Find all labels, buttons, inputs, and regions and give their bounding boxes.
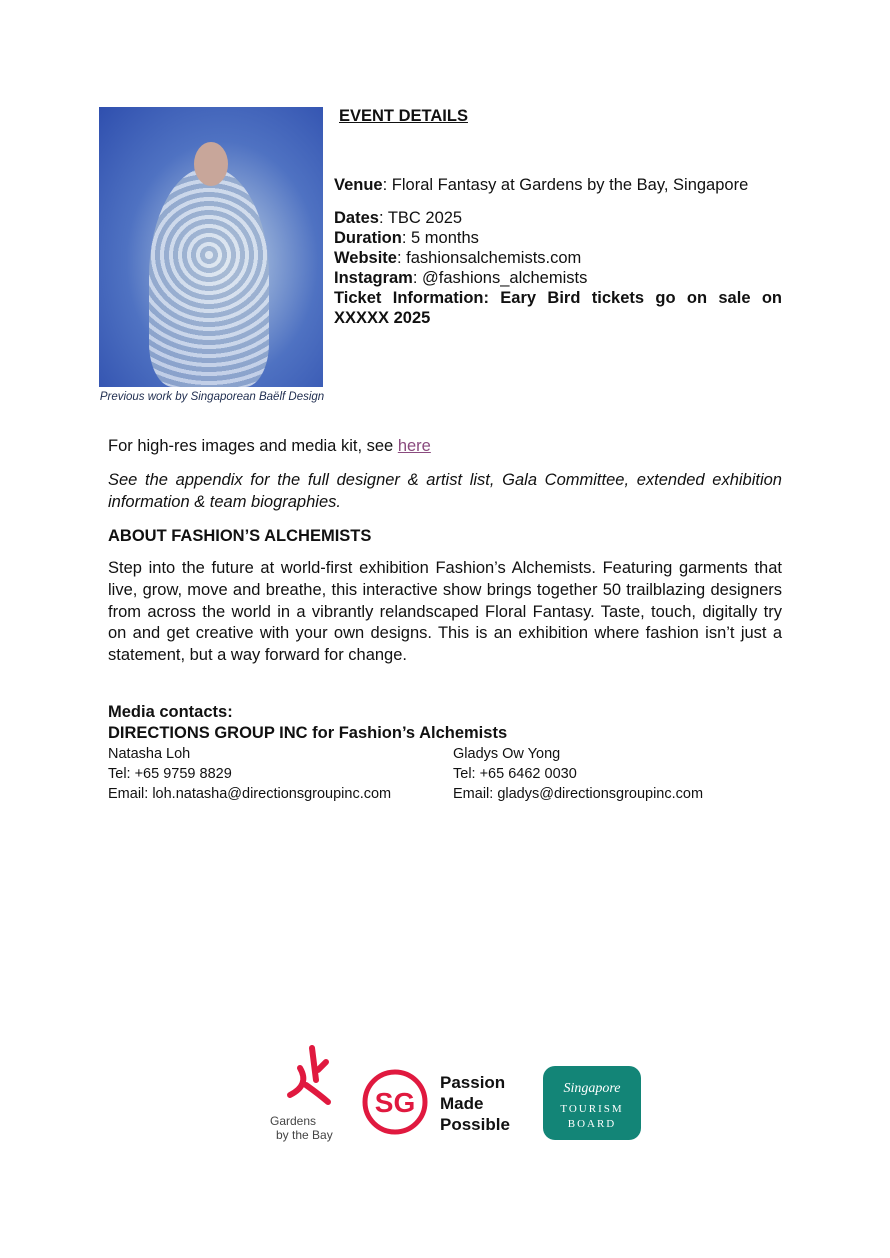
svg-text:SG: SG xyxy=(374,1087,416,1118)
contact-tel: Tel: +65 6462 0030 xyxy=(453,766,577,782)
duration-line: Duration: 5 months xyxy=(334,229,479,247)
media-kit-line: For high-res images and media kit, see here xyxy=(108,437,431,455)
website-line: Website: fashionsalchemists.com xyxy=(334,249,582,267)
ticket-info: Ticket Information: Eary Bird tickets go on sale on XXXXX 2025 xyxy=(334,289,782,327)
svg-text:Singapore: Singapore xyxy=(563,1081,621,1096)
appendix-note: See the appendix for the full designer & artist list, Gala Committee, extended exhibition information & team biographies. xyxy=(108,471,782,511)
svg-text:BOARD: BOARD xyxy=(567,1118,617,1130)
instagram-line: Instagram: @fashions_alchemists xyxy=(334,269,588,287)
contact-email: Email: loh.natasha@directionsgroupinc.com xyxy=(108,786,392,802)
contact-tel: Tel: +65 9759 8829 xyxy=(108,766,232,782)
venue-line: Venue: Floral Fantasy at Gardens by the Bay, Singapore xyxy=(334,176,749,194)
svg-text:TOURISM: TOURISM xyxy=(560,1103,624,1115)
dates-line: Dates: TBC 2025 xyxy=(334,209,463,227)
event-details xyxy=(334,175,782,328)
about-heading: ABOUT FASHION’S ALCHEMISTS xyxy=(108,527,372,545)
sg-passion-made-possible-logo xyxy=(365,1072,510,1134)
svg-text:Passion: Passion xyxy=(440,1073,506,1092)
event-details-heading: EVENT DETAILS xyxy=(339,107,468,125)
contact-name: Gladys Ow Yong xyxy=(453,746,561,762)
contact-card xyxy=(453,744,798,804)
media-kit-link[interactable]: here xyxy=(397,437,431,455)
fashion-photo xyxy=(99,107,323,387)
photo-caption: Previous work by Singaporean Baëlf Design xyxy=(99,391,325,403)
svg-text:Gardens: Gardens xyxy=(270,1114,317,1128)
svg-text:Made: Made xyxy=(440,1094,484,1113)
partner-logos xyxy=(260,1040,660,1145)
about-body: Step into the future at world-first exhibition Fashion’s Alchemists. Featuring garments that live, grow, move and breathe, this interactive show brings together 50 trailblazing designers from across the world in a vibrantly relandscaped Floral Fantasy. Taste, touch, digitally try on and get creative with your own designs. This is an exhibition where fashion isn’t just a statement, but a way forward for change. xyxy=(108,559,782,665)
contact-email: Email: gladys@directionsgroupinc.com xyxy=(453,786,704,802)
svg-text:Possible: Possible xyxy=(440,1115,510,1134)
gardens-by-the-bay-logo xyxy=(270,1048,333,1142)
contact-card xyxy=(108,744,453,804)
contact-name: Natasha Loh xyxy=(108,746,191,762)
contacts xyxy=(108,744,798,804)
media-contacts-heading: Media contacts: DIRECTIONS GROUP INC for Fashion’s Alchemists xyxy=(108,703,508,742)
svg-text:by the Bay: by the Bay xyxy=(276,1128,333,1142)
singapore-tourism-board-logo xyxy=(543,1066,641,1140)
